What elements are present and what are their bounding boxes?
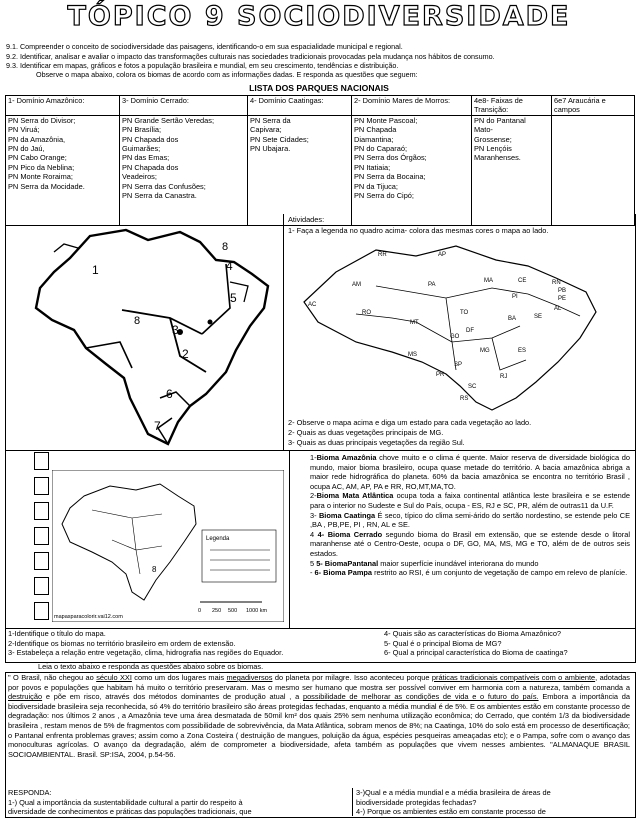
park-item: PN Chapada dos [122,162,179,172]
state-label: AP [438,252,447,258]
column-header: 2- Domínio Mares de Morros: [352,96,472,116]
park-item: PN Serra do Divisor; [8,115,76,125]
park-item: PN Monte Roraima; [8,172,73,182]
park-item: PN Monte Pascoal; [354,115,418,125]
scale-label: 0 [198,608,202,614]
park-item: PN do Pantanal [474,115,526,125]
park-item: Capivara; [250,125,282,135]
legend-boxes [34,452,48,620]
state-label: PE [558,296,567,302]
state-label: RS [460,396,469,402]
map-number: 6 [166,387,173,401]
park-item: PN Serra da Bocaina; [354,172,426,182]
park-item: PN Itatiaia; [354,162,391,172]
activity-question: 2- Observe o mapa acima e diga um estado para cada vegetação ao lado. [288,418,532,427]
map-number: 4 [226,259,233,273]
park-item: PN Serra da [250,115,291,125]
biome-pampa: - 6- Bioma Pampa restrito ao RSI, é um conjunto de vegetação de campo em relevo de planície. [310,568,628,578]
biome-caatinga: 3- Bioma Caatinga É seco, típico do clima semi-árido do sertão nordestino, se estende pelo CE ,BA , PB,PE, PI , RN, AL e SE. [310,510,631,530]
biome-amazonia: 1-Bioma Amazônia chove muito e o clima é quente. Maior reserva de diversidade biológica do mundo, maior bioma brasileiro, ocupa quase metade do território. A bacia amazônica abriga a maior rede hidrográfica do planeta. 60% da bacia amazônica se encontra no território Brasil , ocupa AC, AM, AP, PA e RR, RO,MT,MA,TO. [310,453,630,491]
questions-left [8,629,378,658]
column-header: 4- Domínio Caatingas: [248,96,352,116]
answer-divider [352,788,353,816]
answer-right [356,788,632,817]
legend-box[interactable] [34,502,49,520]
question-item: 2-Identifique os biomas no território brasileiro em ordem de extensão. [8,638,236,648]
question-item: 6- Qual a principal característica do Bioma de caatinga? [384,648,568,658]
legend-box[interactable] [34,477,49,495]
state-label: AC [308,302,317,308]
park-item: PN Sete Cidades; [250,134,309,144]
park-item: PN Lençóis [474,144,512,154]
state-label: PR [436,372,445,378]
legend-title: Legenda [206,536,230,542]
answer-question: 4-) Porque os ambientes estão em constante processo de [356,807,546,817]
map-number: 8 [222,241,229,253]
park-item: PN Chapada [354,125,397,135]
reading-instruction: Leia o texto abaixo e responda as questões abaixo sobre os biomas. [38,662,264,671]
state-label: PA [428,282,436,288]
map-watermark: mapasparacolorir.vai12.com [54,614,123,620]
answer-label: RESPONDA: [8,788,52,797]
park-item: PN Serra das Confusões; [122,181,206,191]
park-item: Veadeiros; [122,172,157,182]
map-number: 5 [230,291,237,305]
question-item: 5- Qual é o principal Bioma de MG? [384,638,502,648]
state-label: RJ [500,374,508,380]
park-list [552,115,635,225]
biome-map[interactable] [30,222,278,446]
reading-text: " O Brasil, não chegou ao século XXI como um dos lugares mais megadiversos do planeta por milagre. Isso aconteceu porque práticas tradicionais compatíveis com o ambiente, adotadas por povos e populações que habitam há muito o território preservaram. Mas o mesmo ser humano que mostra ser possível conviver em harmonia com a natureza, também comanda a destruição e põe em risco, através dos métodos dominantes de produção atual , a possibilidade de melhorar as condições de vida e o futuro do país. Embora a importância da biodiversidade brasileira seja reconhecida, só 4% do território brasileiro são áreas protegidas fechadas, enquanto a média mundial é de 5%. E os ambientes estão em constante processo de degradação: nos últimos 2 anos , a Amazônia teve uma área desmatada de 50mil km² dos quais 25% sem nenhuma utilização econômica; do Cerrado, que contém 1/3 da biodiversidade brasileira , restam menos de 5% de fragmentos com possibilidade de sobrevivência, da Mata Atlântica, sobram menos de 8%; na Caatinga, 10% do solo está em processo de desertificação; o Pantanal enfrenta problemas graves; assim como a Zona Costeira ( destruição de mangues, poluição da água, espécies pesqueiras ameaçadas etc); e o Pampa, sofre com o avanço das monoculturas agrícolas. O avanço da degradação, além de comprometer a biodiversidade, afeta também as populações que vivem nesses ambientes. "ALMANAQUE BRASIL SOCIOAMBIENTAL. Brasil. SP:ISA, 2004, p.54-56. [8,673,630,759]
state-label: MA [484,278,493,284]
column-header: 6e7 Araucária e campos [552,96,635,116]
map-number: 8 [152,565,157,574]
states-map[interactable] [296,242,626,414]
answer-question: diversidade de conhecimentos e práticas das populações tradicionais, que [8,807,252,817]
park-item: PN Chapada dos [122,134,179,144]
legend-box[interactable] [34,552,49,570]
brazil-outline [36,230,268,444]
park-item: PN Serra da Mocidade. [8,181,85,191]
outline-map[interactable] [52,470,284,622]
answer-question: biodiversidade protegidas fechadas? [356,797,477,807]
activity-question: 2- Quais as duas vegetações principais de MG. [288,428,444,437]
park-list [248,115,352,225]
page-title: TÓPICO 9 SOCIODIVERSIDADE [67,1,571,32]
map-number: 7 [154,419,161,433]
state-label: RN [552,280,561,286]
park-item: Maranhenses. [474,153,521,163]
legend-box[interactable] [34,602,49,620]
parks-table [5,95,635,226]
park-item: Guimarães; [122,144,161,154]
state-label: TO [460,310,469,316]
park-item: PN Cabo Orange; [8,153,67,163]
map-number: 8 [134,315,141,327]
parks-list-title: LISTA DOS PARQUES NACIONAIS [249,83,389,93]
answer-question: 1-) Qual a importância da sustentabilidade cultural a partir do respeito à [8,797,243,807]
state-label: MG [480,348,490,354]
park-item: Diamantina; [354,134,394,144]
biome-mata-atlantica: 2-Bioma Mata Atlântica ocupa toda a faixa continental atlântica leste brasileira e se estende para o interior no Sudeste e Sul do País, ocupa - ES, RJ e SC, PR, além de outras11 da U.F. [310,491,630,510]
question-item: 4- Quais são as características do Bioma Amazônico? [384,629,562,638]
scale-label: 500 [228,608,238,614]
map-number: 2 [182,347,189,361]
park-item: PN Serra dos Órgãos; [354,153,427,163]
park-list [352,115,472,225]
park-item: PN Serra da Canastra. [122,191,197,201]
park-item: PN das Emas; [122,153,170,163]
parks-body-row [6,115,635,225]
question-item: 3- Estabeleça a relação entre vegetação, clima, hidrografia nas regiões do Equador. [8,648,284,658]
activity-question: 1- Faça a legenda no quadro acima- colora das mesmas cores o mapa ao lado. [288,226,549,235]
activities-title: Atividades: [288,215,325,224]
legend-box[interactable] [34,527,49,545]
question-item: 1-Identifique o título do mapa. [8,629,106,638]
map-number: 3 [172,323,179,337]
biome-pantanal: 5 5- BiomaPantanal maior superfície inundável interiorana do mundo [310,558,539,568]
park-item: Grossense; [474,134,512,144]
map-number: 1 [92,263,99,277]
park-list [472,115,552,225]
answer-left [8,788,348,817]
answer-question: 3-)Qual e a média mundial e a média brasileira de áreas de [356,788,551,797]
goal-item: 9.3. Identificar em mapas, gráficos e fotos a população brasileira e mundial, em seu crescimento, tendências e distribuição. [6,61,399,71]
state-label: MS [408,352,417,358]
state-label: AL [554,306,562,312]
state-label: PI [512,294,518,300]
goal-item: 9.2. Identificar, analisar e avaliar o impacto das transformações culturais nas sociedades tradicionais provocadas pela mudança nos hábitos de consumo. [6,51,495,61]
state-label: CE [518,278,527,284]
park-item: PN da Amazônia, [8,134,66,144]
park-item: PN do Caparaó; [354,144,407,154]
state-label: DF [466,328,474,334]
biome-cerrado: 4 4- Bioma Cerrado segundo bioma do Brasil em extensão, que se estende desde o litoral maranhense até o Centro-Oeste, ocupa o DF, GO, MA, MS, MG e TO, além de de outros seis estados. [310,529,630,558]
state-label: SE [534,314,543,320]
instruction-text: Observe o mapa abaixo, colora os biomas de acordo com as informações dadas. E responda as questões que seguem: [36,70,418,79]
state-label: SP [454,362,463,368]
state-label: MT [410,320,419,326]
scale-label: 250 [212,608,222,614]
park-item: PN Brasília; [122,125,162,135]
goal-item: 9.1. Compreender o conceito de sociodiversidade das paisagens, identificando-o em sua espacialidade municipal e regional. [6,42,403,51]
park-item: PN Ubajara. [250,144,291,154]
park-list [6,115,120,225]
activity-question: 3- Quais as duas principais vegetações da região Sul. [288,438,465,447]
state-label: SC [468,384,477,390]
biomes-text [310,453,630,578]
park-item: PN do Jaú, [8,144,45,154]
goals-list [6,42,634,71]
legend-box[interactable] [34,577,49,595]
park-list [120,115,248,225]
state-label: ES [518,348,527,354]
column-header: 4e8- Faixas de Transição: [472,96,552,116]
park-item: PN Grande Sertão Veredas; [122,115,215,125]
state-label: AM [352,282,361,288]
state-label: BA [508,316,517,322]
column-header: 3- Domínio Cerrado: [120,96,248,116]
state-label: RR [378,252,387,258]
questions-right [384,629,634,658]
park-item: PN Pico da Neblina; [8,162,75,172]
park-item: Mato- [474,125,493,135]
legend-box[interactable] [34,452,49,470]
state-label: GO [450,334,460,340]
column-header: 1- Domínio Amazônico: [6,96,120,116]
park-item: PN Viruá; [8,125,40,135]
state-label: RO [362,310,371,316]
park-item: PN da Tijuca; [354,181,398,191]
scale-label: 1000 km [246,608,268,614]
parks-header-row [6,96,635,116]
state-label: PB [558,288,567,294]
park-item: PN Serra do Cipó; [354,191,414,201]
